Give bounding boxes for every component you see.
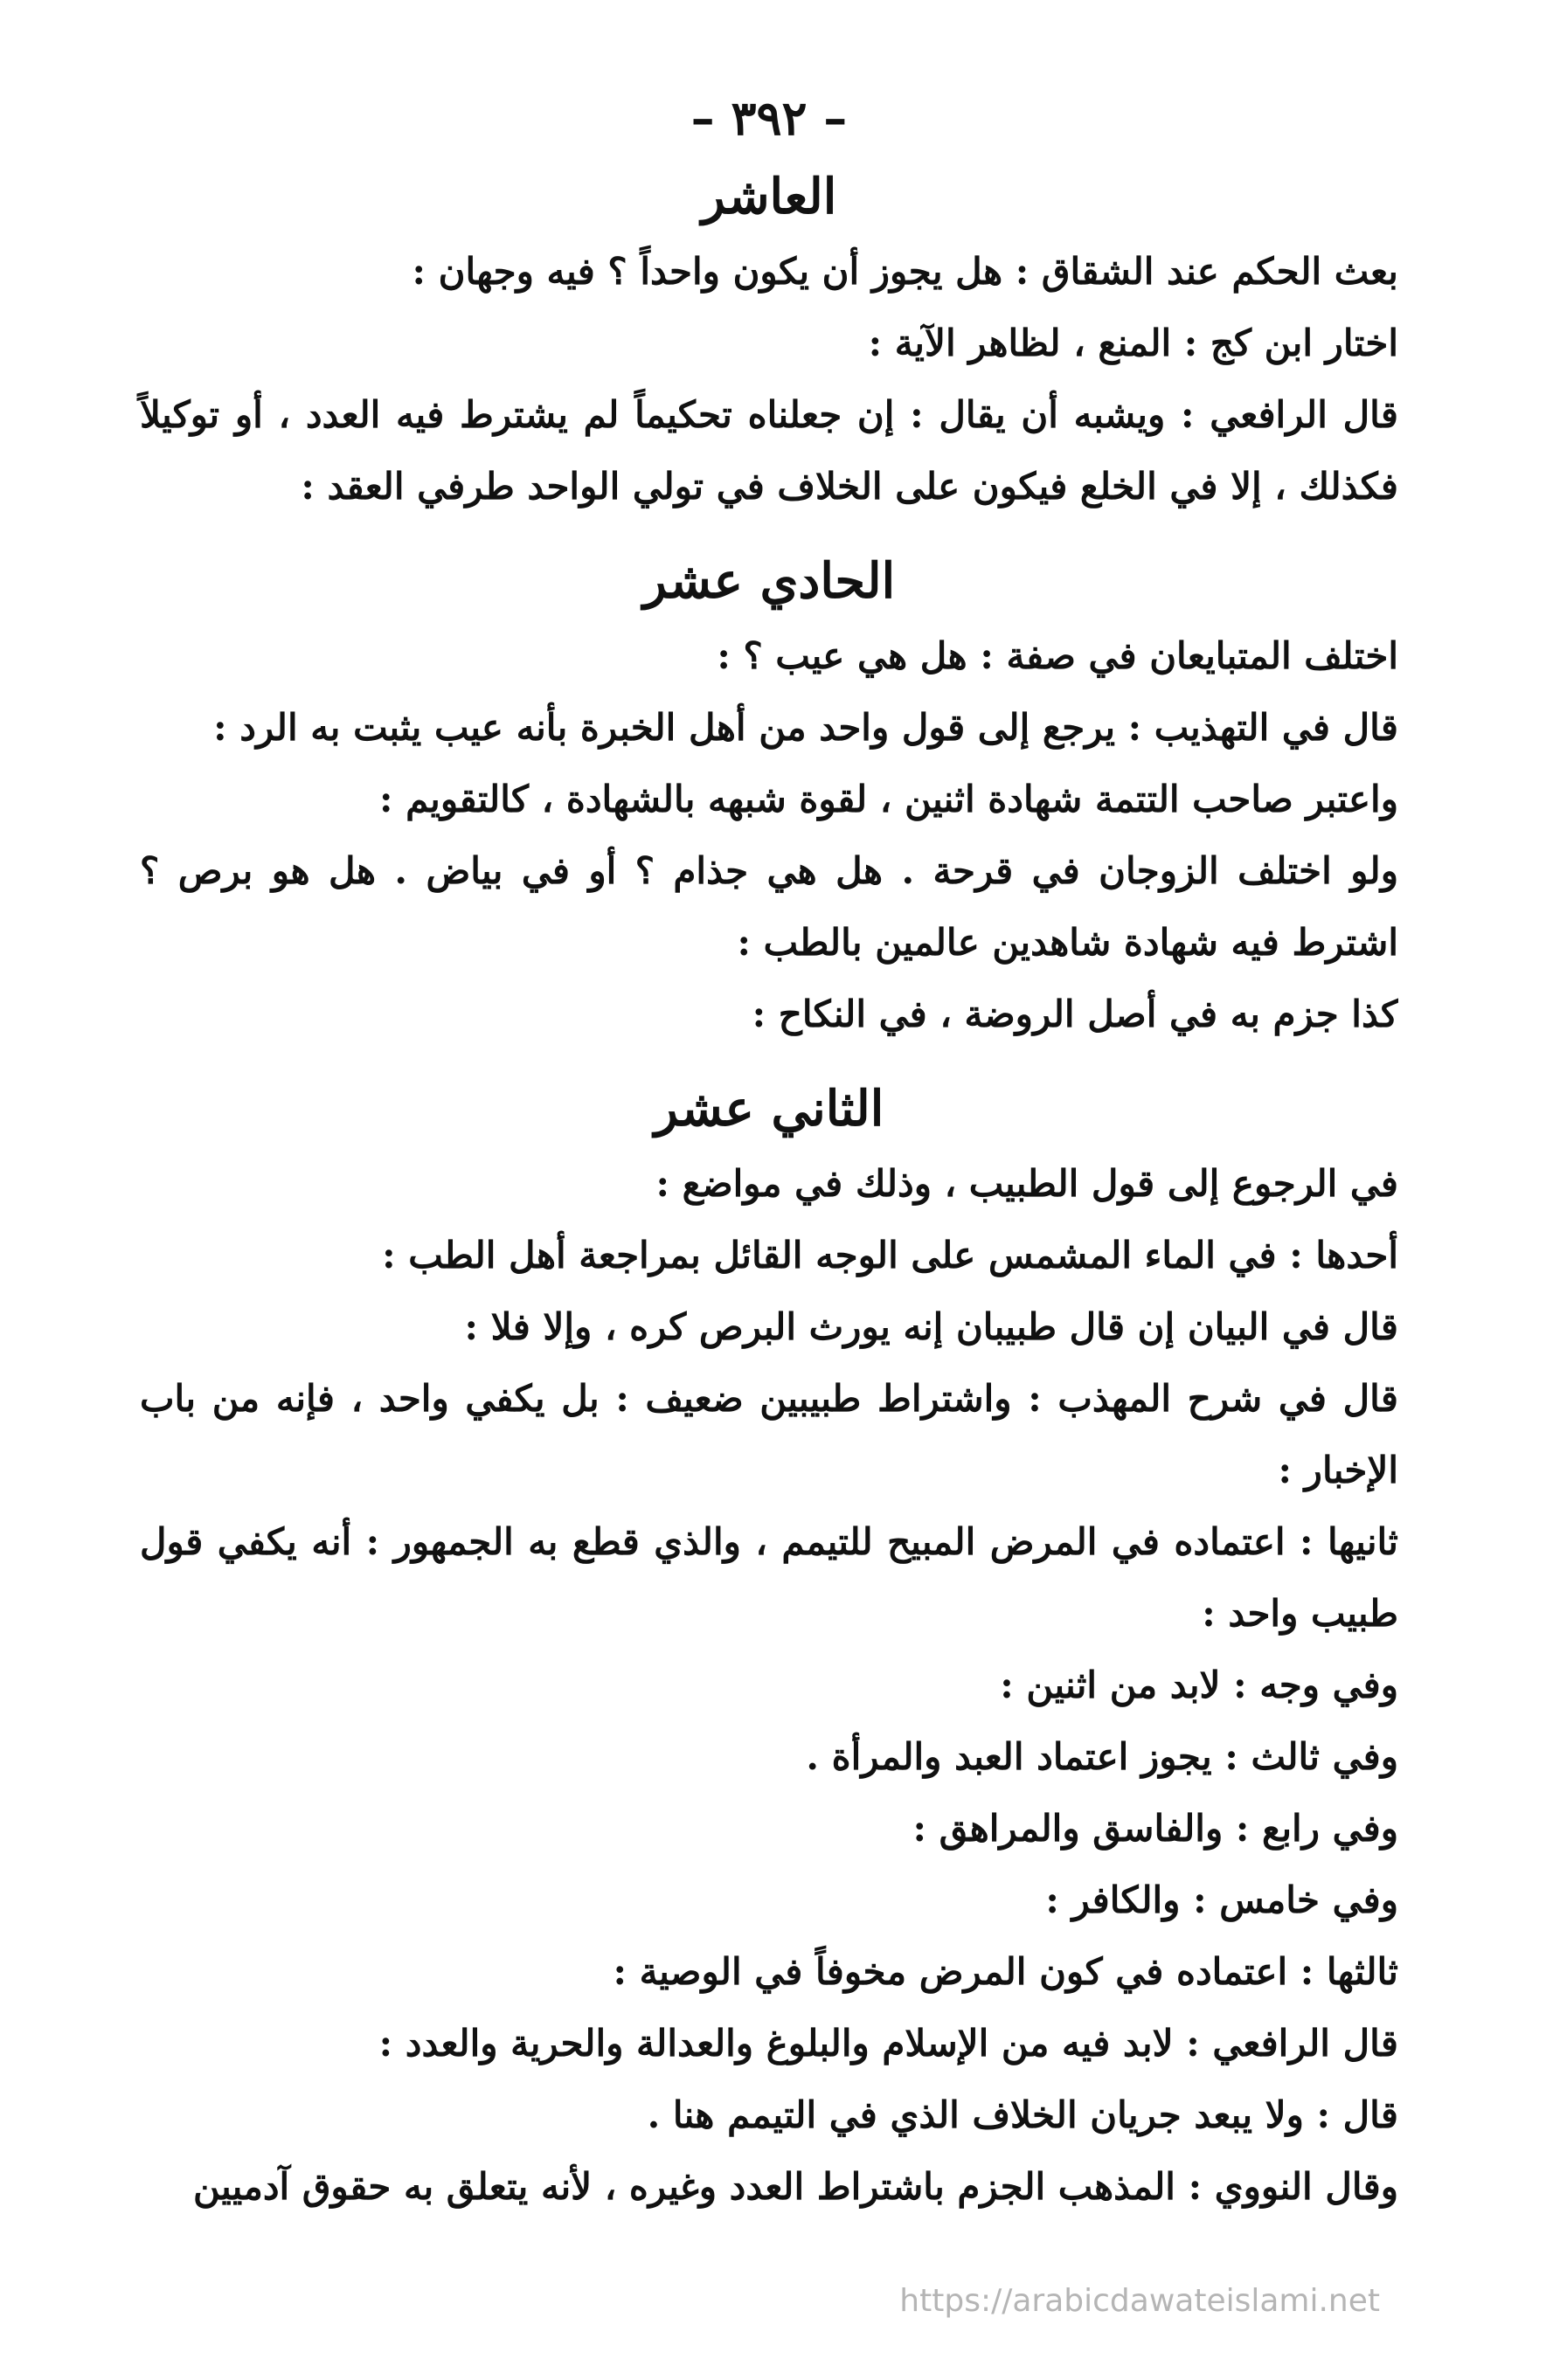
- text-line: أحدها : في الماء المشمس على الوجه القائل بمراجعة أهل الطب :: [382, 1234, 1398, 1276]
- text-line: وفي خامس : والكافر :: [1045, 1878, 1398, 1921]
- text-paragraph: قال في شرح المهذب : واشتراط طبيبين ضعيف : بل يكفي واحد ، فإنه من باب الإخبار :: [140, 1377, 1398, 1491]
- text-line: وفي رابع : والفاسق والمراهق :: [912, 1807, 1398, 1850]
- section-heading-eleventh: الحادي عشر: [642, 552, 896, 610]
- text-paragraph: ثانيها : اعتماده في المرض المبيح للتيمم ، والذي قطع به الجمهور : أنه يكفي قول طبيب واحد :: [140, 1520, 1398, 1635]
- text-paragraph: ولو اختلف الزوجان في قرحة . هل هي جذام ؟ أو في بياض . هل هو برص ؟ اشترط فيه شهادة شاهدين عالمين بالطب :: [140, 849, 1398, 964]
- page-number: – ٣٩٢ –: [690, 90, 848, 146]
- text-line: اختار ابن كج : المنع ، لظاهر الآية :: [868, 322, 1398, 364]
- text-line: وفي وجه : لابد من اثنين :: [1000, 1664, 1398, 1706]
- text-line: ثالثها : اعتماده في كون المرض مخوفاً في الوصية :: [613, 1950, 1398, 1993]
- text-line: كذا جزم به في أصل الروضة ، في النكاح :: [752, 993, 1398, 1035]
- text-line: قال في التهذيب : يرجع إلى قول واحد من أهل الخبرة بأنه عيب يثبت به الرد :: [213, 706, 1398, 749]
- text-line: وقال النووي : المذهب الجزم باشتراط العدد وغيره ، لأنه يتعلق به حقوق آدميين: [193, 2165, 1398, 2208]
- text-line: قال : ولا يبعد جريان الخلاف الذي في التيمم هنا .: [647, 2093, 1398, 2136]
- watermark-url: https://arabicdawateislami.net: [899, 2283, 1380, 2319]
- text-line: في الرجوع إلى قول الطبيب ، وذلك في مواضع :: [655, 1162, 1398, 1205]
- text-line: اختلف المتبايعان في صفة : هل هي عيب ؟ :: [717, 634, 1398, 677]
- page: [140, 79, 1398, 2223]
- text-paragraph: قال الرافعي : ويشبه أن يقال : إن جعلناه تحكيماً لم يشترط فيه العدد ، أو توكيلاً فكذلك ، إلا في الخلع فيكون على الخلاف في تولي الواحد طرفي العقد :: [140, 393, 1398, 508]
- text-line: قال الرافعي : لابد فيه من الإسلام والبلوغ والعدالة والحرية والعدد :: [378, 2022, 1398, 2065]
- text-line: وفي ثالث : يجوز اعتماد العبد والمرأة .: [806, 1735, 1398, 1778]
- text-line: قال في البيان إن قال طبيبان إنه يورث البرص كره ، وإلا فلا :: [464, 1305, 1398, 1348]
- text-line: بعث الحكم عند الشقاق : هل يجوز أن يكون واحداً ؟ فيه وجهان :: [412, 250, 1398, 293]
- section-heading-twelfth: الثاني عشر: [654, 1080, 884, 1138]
- text-line: واعتبر صاحب التتمة شهادة اثنين ، لقوة شبهه بالشهادة ، كالتقويم :: [379, 778, 1398, 820]
- section-heading-tenth: العاشر: [701, 168, 837, 225]
